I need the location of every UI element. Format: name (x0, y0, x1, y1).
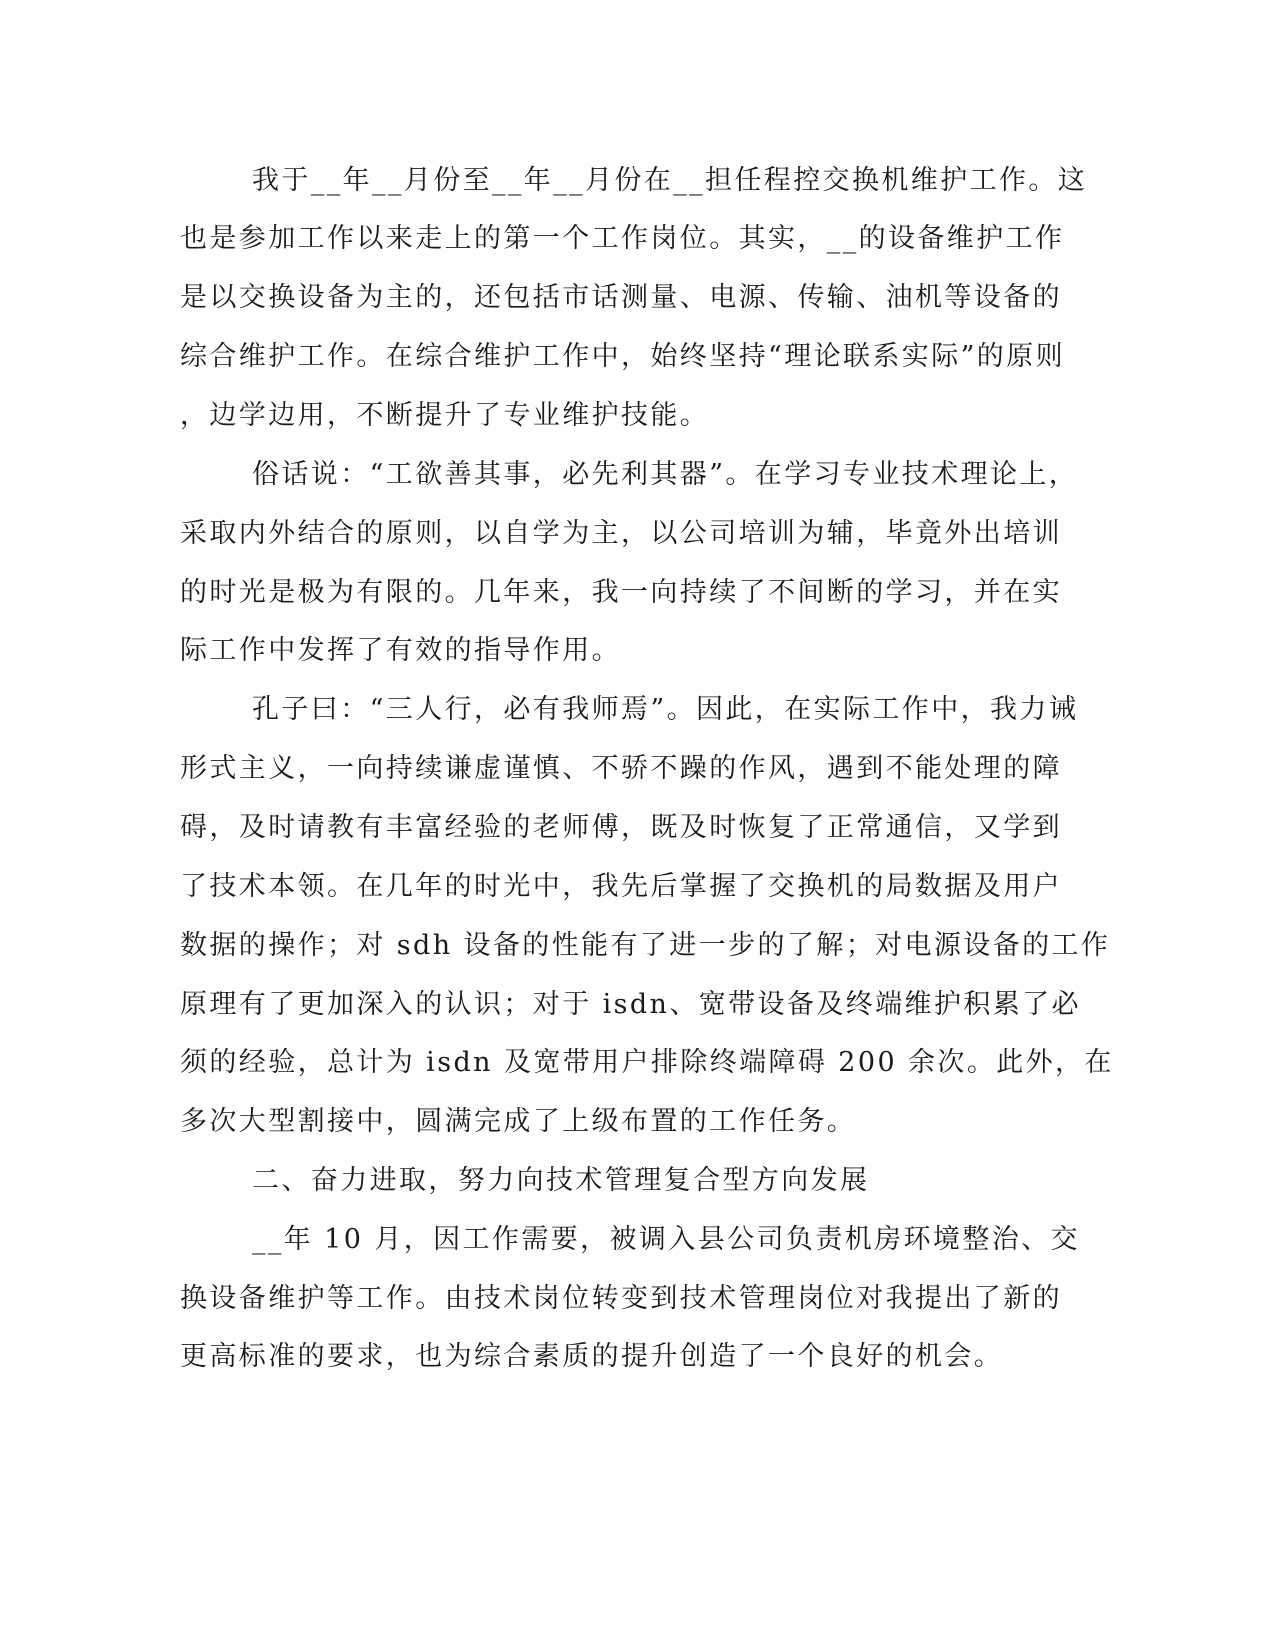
text-line: 采取内外结合的原则，以自学为主，以公司培训为辅，毕竟外出培训 (180, 518, 1062, 549)
text-line: 也是参加工作以来走上的第一个工作岗位。其实，__的设备维护工作 (180, 223, 1065, 254)
text-line: 多次大型割接中，圆满完成了上级布置的工作任务。 (180, 1106, 857, 1137)
text-line: 换设备维护等工作。由技术岗位转变到技术管理岗位对我提出了新的 (180, 1283, 1062, 1314)
text-line: __年 10 月，因工作需要，被调入县公司负责机房环境整治、交 (252, 1224, 1080, 1255)
text-line: 形式主义，一向持续谦虚谨慎、不骄不躁的作风，遇到不能处理的障 (180, 753, 1062, 784)
text-line: 原理有了更加深入的认识；对于 isdn、宽带设备及终端维护积累了必 (180, 989, 1081, 1020)
text-line: 孔子曰：“三人行，必有我师焉”。因此，在实际工作中，我力诫 (252, 694, 1079, 725)
text-line: 的时光是极为有限的。几年来，我一向持续了不间断的学习，并在实 (180, 577, 1062, 608)
text-line: 综合维护工作。在综合维护工作中，始终坚持“理论联系实际”的原则 (180, 341, 1066, 372)
section-heading: 二、奋力进取，努力向技术管理复合型方向发展 (252, 1165, 870, 1196)
text-line: 我于__年__月份至__年__月份在__担任程控交换机维护工作。这 (252, 165, 1088, 196)
text-line: 更高标准的要求，也为综合素质的提升创造了一个良好的机会。 (180, 1341, 1004, 1372)
text-line: 是以交换设备为主的，还包括市话测量、电源、传输、油机等设备的 (180, 282, 1062, 313)
text-line: 数据的操作；对 sdh 设备的性能有了进一步的了解；对电源设备的工作 (180, 930, 1111, 961)
text-line: 须的经验，总计为 isdn 及宽带用户排除终端障碍 200 余次。此外，在 (180, 1047, 1114, 1078)
text-line: 际工作中发挥了有效的指导作用。 (180, 635, 621, 666)
text-line: 了技术本领。在几年的时光中，我先后掌握了交换机的局数据及用户 (180, 871, 1062, 902)
text-line: 碍，及时请教有丰富经验的老师傅，既及时恢复了正常通信，又学到 (180, 812, 1062, 843)
text-line: ，边学边用，不断提升了专业维护技能。 (180, 400, 710, 431)
text-line: 俗话说：“工欲善其事，必先利其器”。在学习专业技术理论上， (252, 459, 1079, 490)
